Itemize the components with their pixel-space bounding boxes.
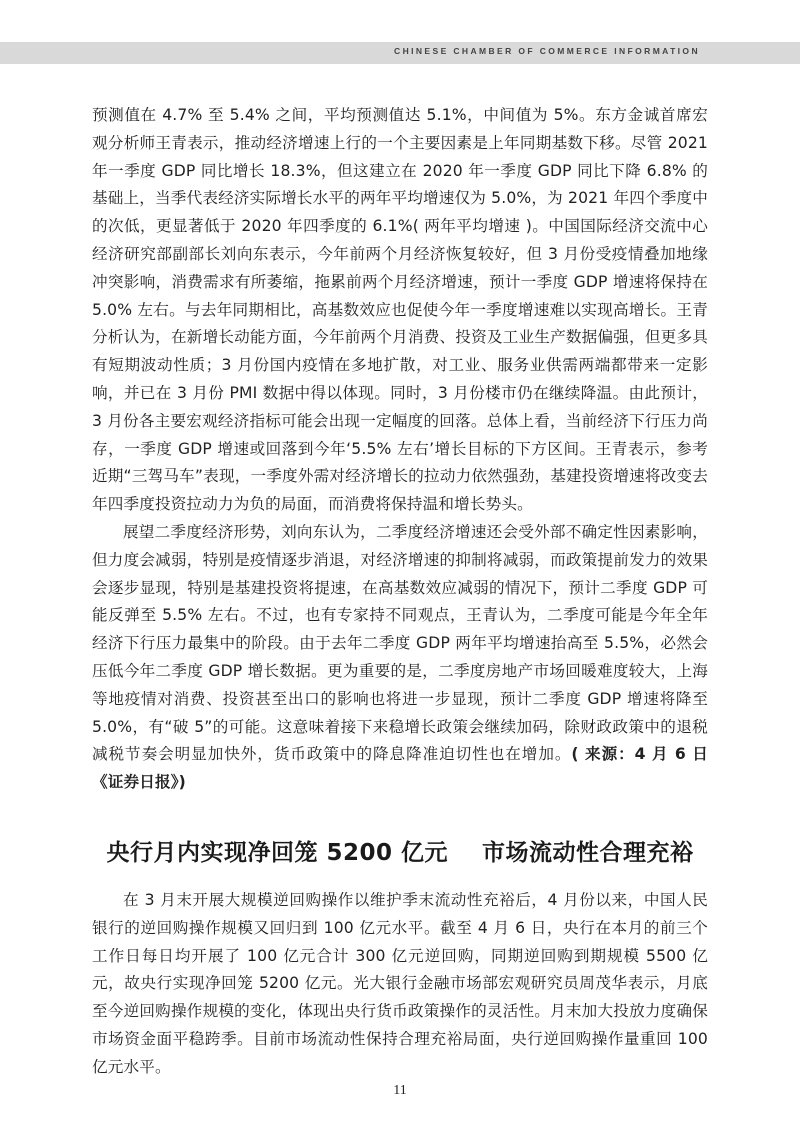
article1-paragraph2-text: 展望二季度经济形势，刘向东认为，二季度经济增速还会受外部不确定性因素影响，但力度会减弱，特别是疫情逐步消退，对经济增速的抑制将减弱，而政策提前发力的效果会逐步显现，特别是基建投资将提速，在高基数效应减弱的情况下，预计二季度 GDP 可能反弹至 5.5% 左右。不过，也有专家持不同观点，王青认为，二季度可能是今年全年经济下行压力最集中的阶段。由于去年二季度 GDP 两年平均增速抬高至 5.5%，必然会压低今年二季度 GDP 增长数据。更为重要的是，二季度房地产市场回暖难度较大，上海等地疫情对消费、投资甚至出口的影响也将进一步显现，预计二季度 GDP 增速将降至 5.0%，有“破 5”的可能。这意味着接下来稳增长政策会继续加码，除财政政策中的退税减税节奏会明显加快外，货币政策中的降息降准迫切性也在增加。: [92, 522, 708, 764]
article2-title: [92, 834, 708, 867]
article1-paragraph2: [92, 519, 708, 797]
page-number: 11: [393, 1083, 407, 1098]
article1-source: ( 来源：4 月 6 日《证券日报》): [92, 745, 708, 792]
article2-paragraph1: 在 3 月末开展大规模逆回购操作以维护季末流动性充裕后，4 月份以来，中国人民银行的逆回购操作规模又回归到 100 亿元水平。截至 4 月 6 日，央行在本月的前三个工作日每日均开展了 100 亿元合计 300 亿元逆回购，同期逆回购到期规模 5500 亿元，故央行实现净回笼 5200 亿元。光大银行金融市场部宏观研究员周茂华表示，月底至今逆回购操作规模的变化，体现出央行货币政策操作的灵活性。月末加大投放力度确保市场资金面平稳跨季。目前市场流动性保持合理充裕局面，央行逆回购操作量重回 100 亿元水平。: [92, 890, 708, 1076]
article1-paragraph1: 预测值在 4.7% 至 5.4% 之间，平均预测值达 5.1%，中间值为 5%。东方金诚首席宏观分析师王青表示，推动经济增速上行的一个主要因素是上年同期基数下移。尽管 2021 年一季度 GDP 同比增长 18.3%，但这建立在 2020 年一季度 GDP 同比下降 6.8% 的基础上，当季代表经济实际增长水平的两年平均增速仅为 5.0%，为 2021 年四个季度中的次低，更显著低于 2020 年四季度的 6.1%( 两年平均增速 )。中国国际经济交流中心经济研究部副部长刘向东表示，今年前两个月经济恢复较好，但 3 月份受疫情叠加地缘冲突影响，消费需求有所萎缩，拖累前两个月经济增速，预计一季度 GDP 增速将保持在 5.0% 左右。与去年同期相比，高基数效应也促使今年一季度增速难以实现高增长。王青分析认为，在新增长动能方面，今年前两个月消费、投资及工业生产数据偏强，但更多具有短期波动性质；3 月份国内疫情在多地扩散，对工业、服务业供需两端都带来一定影响，并已在 3 月份 PMI 数据中得以体现。同时，3 月份楼市仍在继续降温。由此预计，3 月份各主要宏观经济指标可能会出现一定幅度的回落。总体上看，当前经济下行压力尚存，一季度 GDP 增速或回落到今年‘5.5% 左右’增长目标的下方区间。王青表示，参考近期“三驾马车”表现，一季度外需对经济增长的拉动力依然强劲，基建投资增速将改变去年四季度投资拉动力为负的局面，而消费将保持温和增长势头。: [92, 106, 708, 514]
article2-title-part1: 央行月内实现净回笼 5200 亿元: [106, 839, 449, 866]
page-content: [92, 102, 708, 1082]
article2-title-part2: 市场流动性合理充裕: [482, 839, 694, 866]
publication-name: CHINESE CHAMBER OF COMMERCE INFORMATION: [394, 46, 700, 56]
